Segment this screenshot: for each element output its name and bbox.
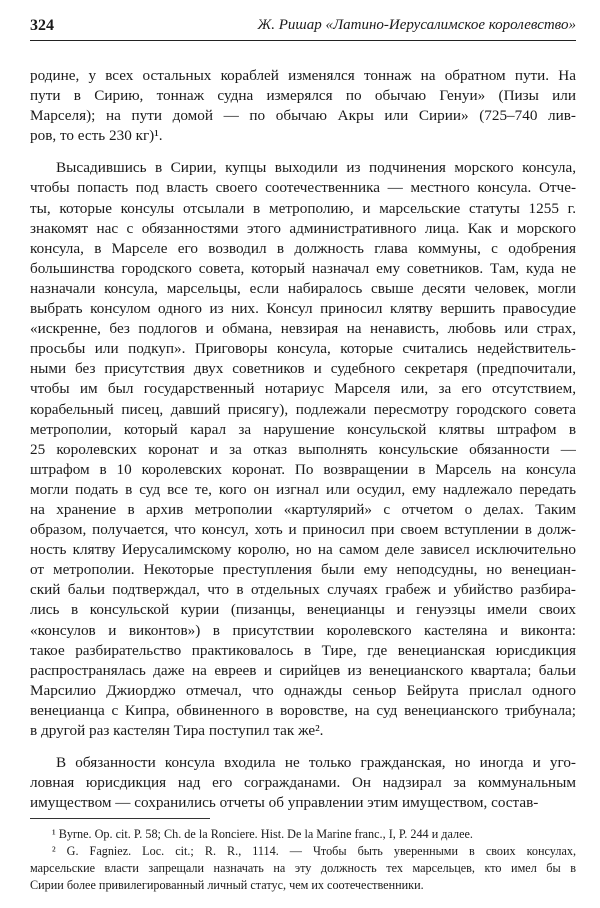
text-line: корабельный писец, давший присягу), подлежали пересмотру городского совета xyxy=(30,400,576,418)
text-line: на хранение в архив метрополии «картулярий» с отчетом о делах. Таким xyxy=(30,500,576,518)
paragraph xyxy=(30,66,576,146)
text-line: метрополии, который карал за нарушение консульской клятвы штрафом в xyxy=(30,420,576,438)
text-line: распространялась даже на евреев и сирийцев из венецианского квартала; бальи xyxy=(30,661,576,679)
text-line: пути в Сирию, тоннаж судна измерялся по обычаю Генуи» (Пизы или xyxy=(30,87,576,105)
text-line: в другой раз кастелян Тира поступил так же². xyxy=(30,722,324,739)
paragraph xyxy=(30,158,576,741)
text-line: назначали консула, марсельцы, если набиралось свыше десяти человек, могли xyxy=(30,279,576,297)
text-line: 25 королевских коронат и за отказ выполнять консульские обязанности — xyxy=(30,440,576,458)
text-line: от метрополии. Некоторые преступления были ему неподсудны, но венециан- xyxy=(30,561,576,579)
footnote-line: марсельские власти запрещали назначать на эту должность тех марсельцев, кто имел бы в xyxy=(30,861,576,875)
footnote-separator xyxy=(30,818,210,819)
text-line: родине, у всех остальных кораблей изменялся тоннаж на обратном пути. На xyxy=(30,67,576,84)
footnote-line: ¹ Byrne. Op. cit. P. 58; Ch. de la Ronciere. Hist. De la Marine franc., I, P. 244 и далее. xyxy=(52,827,473,841)
text-line: Марселя); на пути домой — по обычаю Акры или Сирии» (725–740 лив- xyxy=(30,107,576,125)
text-line: Марсилио Джиорджо отмечал, что однажды сеньор Бейрута прислал одного xyxy=(30,681,576,699)
footnote-line: Сирии более привилегированный личный статус, чем их соотечественники. xyxy=(30,878,424,892)
text-line: знакомят нас с обязанностями этого административного лица. Как и морского xyxy=(30,219,576,237)
text-line: венецианца с Кипра, обвиненного в воровстве, на суд венецианского трибунала; xyxy=(30,701,576,719)
page-header xyxy=(30,10,576,41)
text-line: «консулов и виконтов») в присутствии королевского кастеляна и виконта: xyxy=(30,621,576,639)
text-line: «искренне, без подлогов и обмана, невзирая на ненависть, любовь или страх, xyxy=(30,320,576,338)
text-line: большинства городского совета, который назначал ему советников. Там, куда не xyxy=(30,259,576,277)
footnote xyxy=(30,826,576,843)
text-line: ров, то есть 230 кг)¹. xyxy=(30,127,163,145)
text-line: Высадившись в Сирии, купцы выходили из подчинения морского консула, xyxy=(56,159,576,177)
paragraph xyxy=(30,753,576,813)
text-line: штрафом в 10 королевских коронат. По возвращении в Марсель на консула xyxy=(30,460,576,478)
text-line: В обязанности консула входила не только гражданская, но иногда и уго- xyxy=(56,754,576,772)
text-line: могли подать в суд все те, кого он изгнал или осудил, ему надлежало передать xyxy=(30,480,576,498)
footnote xyxy=(30,843,576,894)
text-line: выбрать консулом одного из них. Консул приносил клятву вершить правосудие xyxy=(30,300,576,318)
paragraph-gap xyxy=(30,741,576,753)
text-line: просьбы или подкуп». Приговоры консула, которые считались недействитель- xyxy=(30,340,576,358)
text-line: такое разбирательство практиковалось в Тире, где венецианская юрисдикция xyxy=(30,641,576,659)
text-line: ловная юрисдикция над его согражданами. Он надзирал за коммунальным xyxy=(30,774,576,792)
text-line: образом, получается, что консул, хоть и приносил при своем вступлении в долж- xyxy=(30,521,576,539)
text-line: чтобы попасть под власть своего соотечественника — местного консула. Отче- xyxy=(30,179,576,197)
main-text xyxy=(30,66,576,813)
running-head: Ж. Ришар «Латино-Иерусалимское королевство» xyxy=(257,17,576,33)
paragraph-gap xyxy=(30,146,576,158)
text-line: консула, в Марселе его возводил в должность глава коммуны, с одобрения xyxy=(30,239,576,257)
text-line: ность клятву Иерусалимскому королю, но на самом деле зависел исключительно xyxy=(30,541,576,559)
text-line: чтобы им был государственный нотариус Марселя или, за его отсутствием, xyxy=(30,380,576,398)
text-line: ными без присутствия двух советников и судебного секретаря (предпочитали, xyxy=(30,360,576,378)
page-number: 324 xyxy=(30,17,54,34)
text-line: имуществом — сохранились отчеты об управлении этим имуществом, состав- xyxy=(30,794,539,812)
footnote-line: ² G. Fagniez. Loc. cit.; R. R., 1114. — Чтобы быть уверенными в своих консулах, xyxy=(52,844,576,858)
text-line: ты, которые консулы отсылали в метрополию, и марсельские статуты 1255 г. xyxy=(30,199,576,217)
text-line: лись в консульской курии (пизанцы, венецианцы и генуэзцы имели своих xyxy=(30,601,576,619)
text-line: ский бальи подтверждал, что в отдельных случаях грабеж и убийство разбира- xyxy=(30,581,576,599)
footnotes xyxy=(30,826,576,894)
